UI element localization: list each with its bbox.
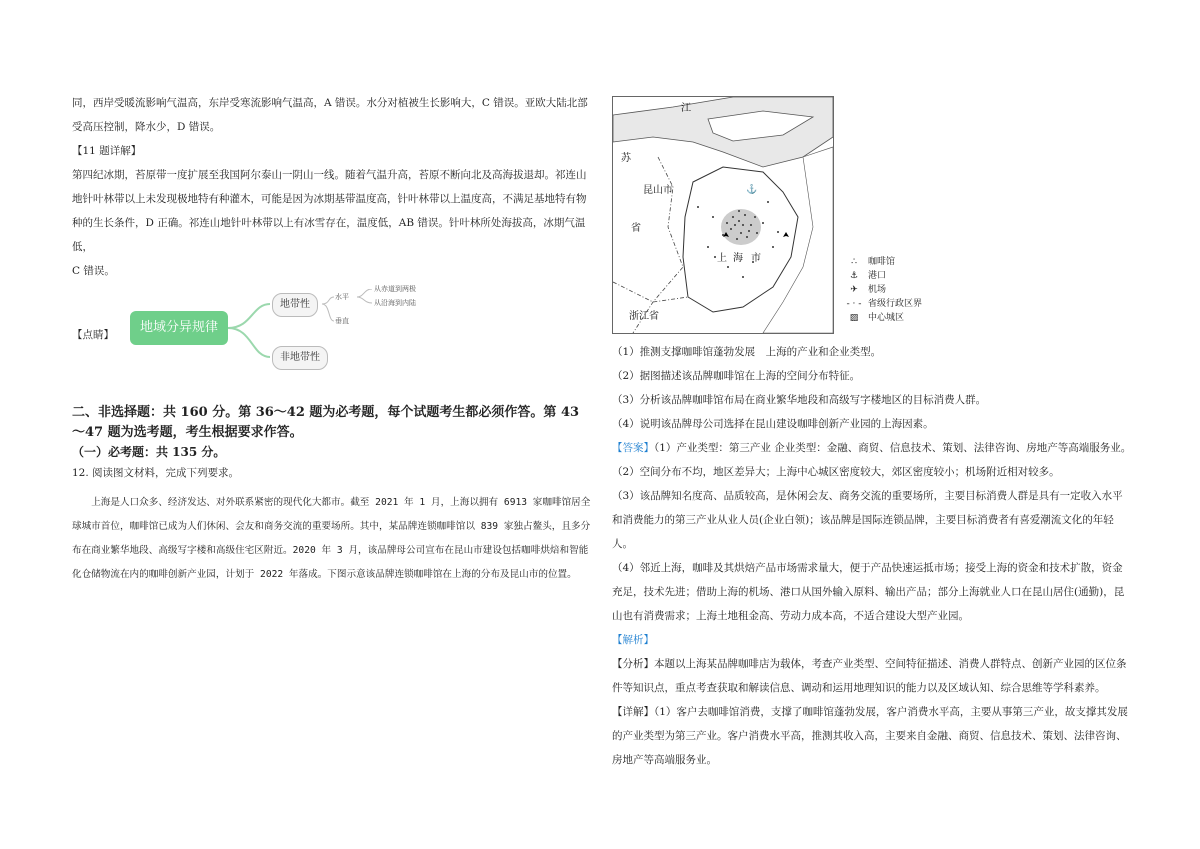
map-label-shang: 上 <box>717 253 727 264</box>
fenxi-paragraph <box>612 652 1132 700</box>
intro-line: 受高压控制，降水少，D 错误。 <box>72 121 221 133</box>
legend-label: 咖啡馆 <box>868 257 896 267</box>
xiangjie-tag: 【详解】 <box>612 706 654 718</box>
map-label-zhejiang: 浙江省 <box>629 311 659 322</box>
hatched-area-icon: ▨ <box>849 313 859 323</box>
legend-row-boundary <box>840 297 922 311</box>
question-1: （1）推测支撑咖啡馆蓬勃发展 上海的产业和企业类型。 <box>612 346 882 358</box>
answer-1-text: （1）产业类型：第三产业 企业类型：金融、商贸、信息技术、策划、法律咨询、房地产等高端服务业。 <box>654 442 1132 454</box>
map-legend <box>840 255 922 325</box>
right-column <box>612 340 1132 772</box>
mind-map-root: 地域分异规律 <box>130 311 228 345</box>
dianjing-tag: 【点睛】 <box>72 329 114 341</box>
answer-tag: 【答案】 <box>612 442 654 454</box>
mind-map-leaf-coast: 从沿海到内陆 <box>374 299 416 307</box>
mind-map-branch-zonal: 地带性 <box>272 293 318 317</box>
intro-line: 同，西岸受暖流影响气温高，东岸受寒流影响气温高，A 错误。水分对植被生长影响大，C 错误。亚欧大陆北部 <box>72 97 588 109</box>
map-label-shi: 市 <box>751 253 761 264</box>
legend-row-port <box>840 269 922 283</box>
question-2: （2）据图描述该品牌咖啡馆在上海的空间分布特征。 <box>612 370 861 382</box>
answer-4: （4）邻近上海，咖啡及其烘焙产品市场需求量大，便于产品快速运抵市场；接受上海的资金和技术扩散，资金充足，技术先进；借助上海的机场、港口从国外输入原料、输出产品；部分上海就业人口在昆山居住(通勤)，昆山也有消费需求；上海土地租金高、劳动力成本高，不适合建设大型产业园。 <box>612 562 1125 622</box>
q11-title: 【11 题详解】 <box>72 145 142 157</box>
legend-label: 中心城区 <box>868 313 905 323</box>
q12-material: 上海是人口众多、经济发达、对外联系紧密的现代化大都市。截至 2021 年 1 月，上海以拥有 6913 家咖啡馆居全球城市首位，咖啡馆已成为人们休闲、会友和商务交流的重要场所。其中，某品牌连锁咖啡馆以 839 家独占鳌头，且多分布在商业繁华地段、高级写字楼和高级住宅区附近。2020 年 3 月，该品牌母公司宣布在昆山市建设包括咖啡烘焙和智能化仓储物流在内的咖啡创新产业园，计划于 2022 年落成。下图示意该品牌连锁咖啡馆在上海的分布及昆山市的位置。 <box>72 497 591 580</box>
q11-line: C 错误。 <box>72 265 115 277</box>
question-3: （3）分析该品牌咖啡馆布局在商业繁华地段和高级写字楼地区的目标消费人群。 <box>612 394 987 406</box>
shanghai-map <box>612 96 834 334</box>
xiangjie-paragraph <box>612 700 1132 772</box>
legend-row-center <box>840 311 922 325</box>
airplane-icon: ✈ <box>850 285 858 295</box>
boundary-line-icon: - · - <box>846 299 862 309</box>
mind-map <box>72 285 592 399</box>
q11-line: 种的生长条件，D 正确。祁连山地针叶林带以上有冰雪存在，温度低，AB 错误。针叶林所处海拔高，冰期气温低， <box>72 217 586 253</box>
q11-line: 地针叶林带以上未发现极地特有种灌木，可能是因为冰期基带温度高，针叶林带以上温度高，不满足基地特有物 <box>72 193 587 205</box>
mind-map-branch-azonal: 非地带性 <box>272 346 328 370</box>
mind-map-leaf-equator: 从赤道到两极 <box>374 285 416 293</box>
q11-line: 第四纪冰期，苔原带一度扩展至我国阿尔泰山一阴山一线。随着气温升高，苔原不断向北及高海拔退却。祁连山 <box>72 169 587 181</box>
svg-text:⚓: ⚓ <box>746 185 758 195</box>
map-label-su: 苏 <box>621 153 631 164</box>
cafe-dots-icon: ∴ <box>851 257 857 267</box>
question-4: （4）说明该品牌母公司选择在昆山建设咖啡创新产业园的上海因素。 <box>612 418 934 430</box>
analysis-tag: 【解析】 <box>612 634 654 646</box>
left-column <box>72 91 592 587</box>
legend-label: 机场 <box>868 285 887 295</box>
section-title: 二、非选择题：共 160 分。第 36～42 题为必考题，每个试题考生都必须作答。第 43～47 题为选考题，考生根据要求作答。 <box>72 405 580 440</box>
map-label-jiang: 江 <box>681 103 691 114</box>
answer-3: （3）该品牌知名度高、品质较高，是休闲会友、商务交流的重要场所，主要目标消费人群是具有一定收入水平和消费能力的第三产业从业人员(企业白领)；该品牌是国际连锁品牌，主要目标消费者有喜爱潮流文化的年轻人。 <box>612 490 1123 550</box>
legend-label: 港口 <box>868 271 887 281</box>
answer-2: （2）空间分布不均，地区差异大；上海中心城区密度较大，郊区密度较小；机场附近相对较多。 <box>612 466 1060 478</box>
legend-row-airport <box>840 283 922 297</box>
legend-row-cafe <box>840 255 922 269</box>
sub-section-title: （一）必考题：共 135 分。 <box>72 445 226 459</box>
map-drawing <box>613 97 833 333</box>
legend-label: 省级行政区界 <box>868 299 923 309</box>
anchor-icon: ⚓ <box>849 271 859 281</box>
mind-map-sub-horizontal: 水平 <box>335 293 349 301</box>
map-label-sheng: 省 <box>631 223 641 234</box>
map-label-kunshan: 昆山市 <box>643 185 673 196</box>
fenxi-text: 本题以上海某品牌咖啡店为载体，考查产业类型、空间特征描述、消费人群特点、创新产业园的区位条件等知识点，重点考查获取和解读信息、调动和运用地理知识的能力以及区域认知、综合思维等学科素养。 <box>612 658 1127 694</box>
answer-1 <box>612 436 1132 460</box>
xiangjie-text: （1）客户去咖啡馆消费，支撑了咖啡馆蓬勃发展，客户消费水平高，主要从事第三产业，故支撑其发展的产业类型为第三产业。客户消费水平高，推测其收入高，主要来自金融、商贸、信息技术、策划、法律咨询、房地产等高端服务业。 <box>612 706 1128 766</box>
q12-prompt: 12. 阅读图文材料，完成下列要求。 <box>72 467 240 479</box>
mind-map-sub-vertical: 垂直 <box>335 317 349 325</box>
fenxi-tag: 【分析】 <box>612 658 654 670</box>
map-label-hai: 海 <box>733 253 743 264</box>
